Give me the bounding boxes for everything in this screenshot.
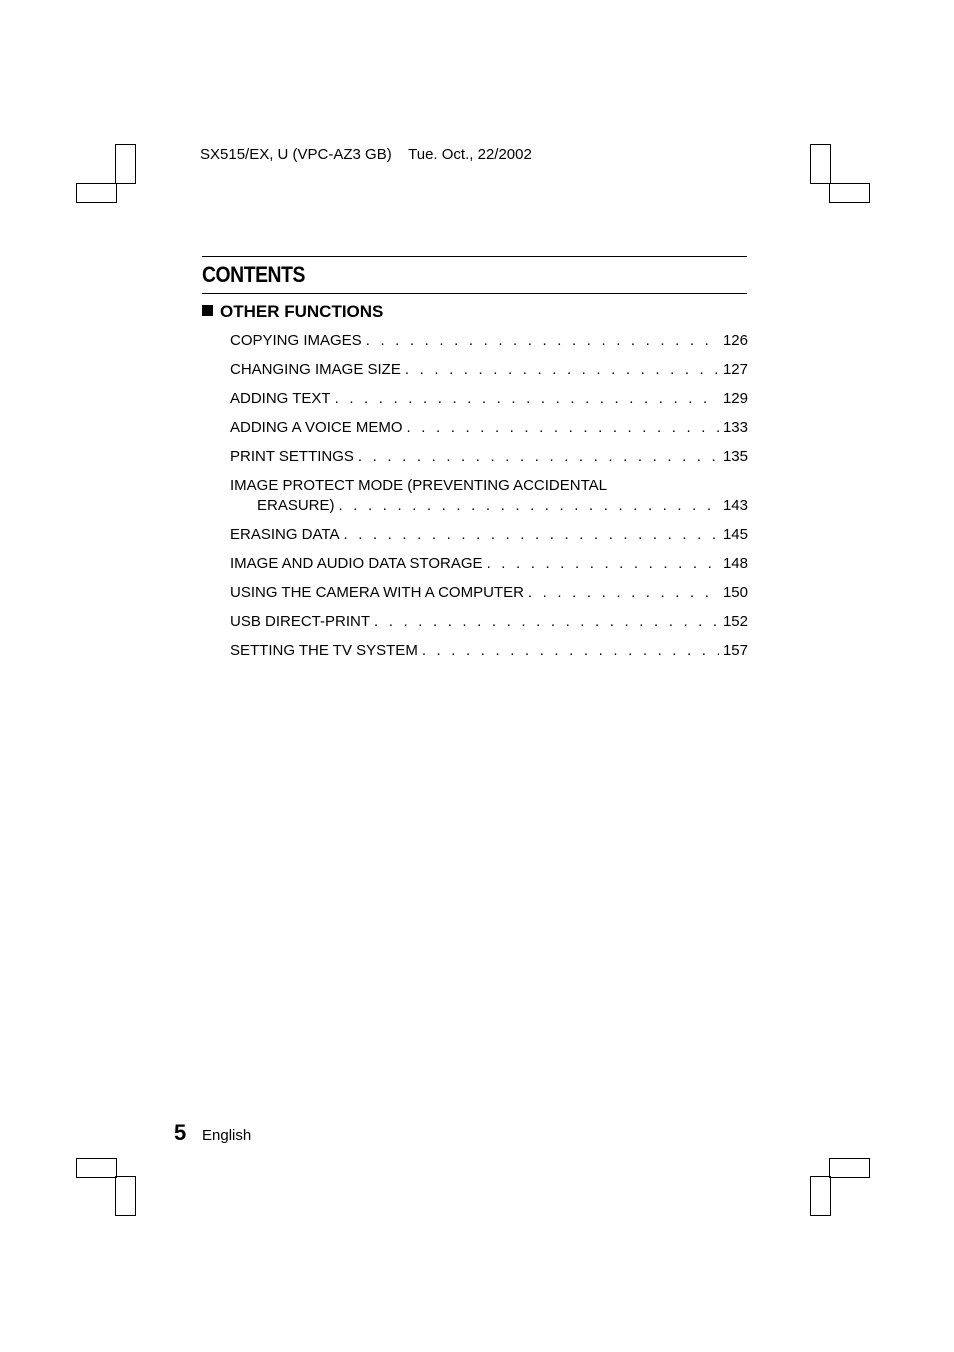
dot-leader <box>405 360 719 380</box>
toc-entry-label-continued: ERASURE) <box>257 497 335 514</box>
crop-mark-top-left-horizontal <box>76 183 117 203</box>
toc-entry-page: 145 <box>722 526 748 543</box>
toc-entry-label: ERASING DATA <box>230 526 340 543</box>
footer-language: English <box>202 1127 252 1144</box>
crop-mark-bottom-left-vertical <box>115 1176 136 1216</box>
toc-entry[interactable] <box>230 418 748 438</box>
toc-entry[interactable] <box>230 389 748 409</box>
section-heading <box>202 302 383 322</box>
title-bottom-rule <box>202 293 747 294</box>
print-date: Tue. Oct., 22/2002 <box>408 146 532 163</box>
toc-entry-label: ADDING A VOICE MEMO <box>230 419 403 436</box>
dot-leader <box>366 331 719 351</box>
toc-entry-label: USB DIRECT-PRINT <box>230 613 371 630</box>
model-code: SX515/EX, U (VPC-AZ3 GB) <box>200 146 392 163</box>
section-heading-text: OTHER FUNCTIONS <box>220 302 384 321</box>
toc-entry-page: 126 <box>722 332 748 349</box>
toc-entry[interactable] <box>230 360 748 380</box>
toc-entry[interactable] <box>230 447 748 467</box>
toc-entry-label: CHANGING IMAGE SIZE <box>230 361 401 378</box>
toc-entry[interactable] <box>230 554 748 574</box>
crop-mark-bottom-right-vertical <box>810 1176 831 1216</box>
title-top-rule <box>202 256 747 257</box>
toc-entry-label: ADDING TEXT <box>230 390 331 407</box>
toc-entry-page: 150 <box>722 584 748 601</box>
toc-entry[interactable] <box>230 525 748 545</box>
crop-mark-top-left-vertical <box>115 144 136 184</box>
toc-entry-label: COPYING IMAGES <box>230 332 362 349</box>
toc-entry-page: 127 <box>722 361 748 378</box>
square-bullet-icon <box>202 305 213 316</box>
toc-list <box>230 331 748 661</box>
toc-entry-page: 152 <box>722 613 748 630</box>
dot-leader <box>487 554 719 574</box>
page-title: CONTENTS <box>202 262 305 287</box>
document-header-info <box>200 146 532 163</box>
crop-mark-bottom-left-horizontal <box>76 1158 117 1178</box>
toc-entry[interactable] <box>230 331 748 351</box>
toc-entry[interactable] <box>230 612 748 632</box>
toc-entry-label: IMAGE PROTECT MODE (PREVENTING ACCIDENTAL <box>230 477 607 494</box>
dot-leader <box>358 447 719 467</box>
dot-leader <box>422 641 719 661</box>
toc-entry-page: 157 <box>722 642 748 659</box>
page-number: 5 <box>174 1120 187 1145</box>
toc-entry-page: 129 <box>722 390 748 407</box>
toc-entry-page: 135 <box>722 448 748 465</box>
toc-entry-label: SETTING THE TV SYSTEM <box>230 642 418 659</box>
dot-leader <box>339 496 719 516</box>
dot-leader <box>335 389 719 409</box>
toc-entry-page: 148 <box>722 555 748 572</box>
toc-entry[interactable] <box>230 641 748 661</box>
crop-mark-top-right-horizontal <box>829 183 870 203</box>
toc-entry-page: 143 <box>722 497 748 514</box>
toc-entry[interactable] <box>230 583 748 603</box>
toc-entry-label: IMAGE AND AUDIO DATA STORAGE <box>230 555 483 572</box>
toc-entry-page: 133 <box>722 419 748 436</box>
toc-entry-label: PRINT SETTINGS <box>230 448 354 465</box>
crop-mark-top-right-vertical <box>810 144 831 184</box>
dot-leader <box>374 612 719 632</box>
dot-leader <box>343 525 719 545</box>
toc-entry[interactable] <box>230 476 748 516</box>
toc-entry-label: USING THE CAMERA WITH A COMPUTER <box>230 584 524 601</box>
crop-mark-bottom-right-horizontal <box>829 1158 870 1178</box>
dot-leader <box>528 583 719 603</box>
dot-leader <box>407 418 719 438</box>
